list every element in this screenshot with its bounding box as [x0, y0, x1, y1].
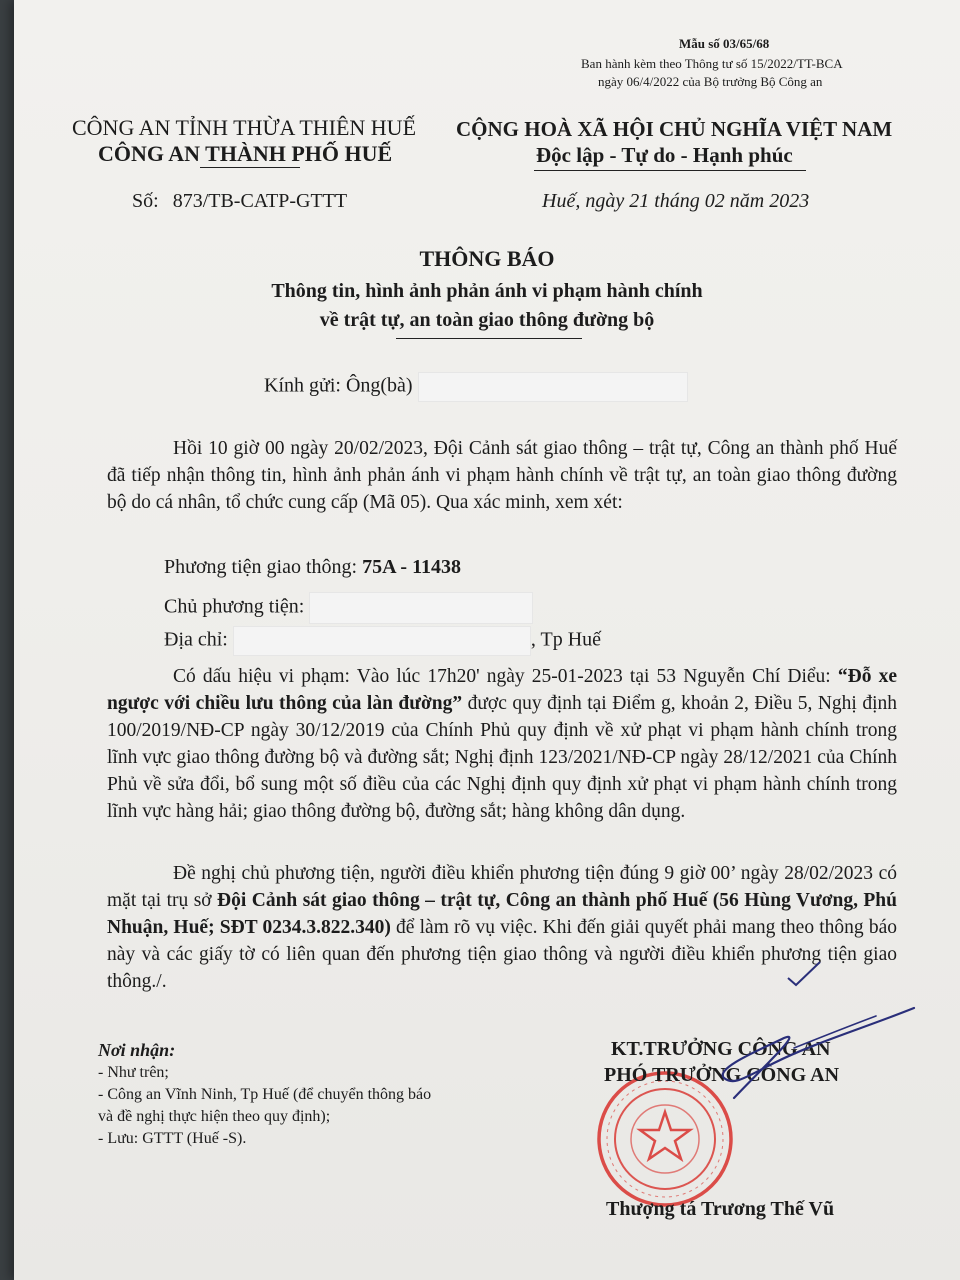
- agency-underline: [200, 167, 300, 168]
- form-issued-line1: Ban hành kèm theo Thông tư số 15/2022/TT-BCA: [581, 56, 843, 71]
- violation-paragraph: [107, 663, 897, 825]
- nation-name: CỘNG HOÀ XÃ HỘI CHỦ NGHĨA VIỆT NAM: [456, 117, 893, 141]
- recipient-line: [264, 372, 688, 402]
- recipient-text: Kính gửi: Ông(bà): [264, 374, 418, 397]
- recipients-title: Nơi nhận:: [98, 1040, 176, 1060]
- vehicle-line: [164, 556, 461, 579]
- redacted-address: [233, 626, 531, 656]
- form-issued-line2: ngày 06/4/2022 của Bộ trưởng Bộ Công an: [598, 74, 823, 89]
- address-label: Địa chỉ:: [164, 628, 233, 651]
- form-number: Mẫu số 03/65/68: [679, 36, 770, 51]
- vehicle-plate: 75A - 11438: [362, 556, 461, 578]
- redacted-owner: [309, 592, 533, 624]
- violation-prefix: Có dấu hiệu vi phạm: Vào lúc 17h20' ngày 25-01-2023 tại 53 Nguyễn Chí Diểu:: [173, 666, 838, 687]
- motto-underline: [534, 170, 806, 171]
- vehicle-label: Phương tiện giao thông:: [164, 556, 363, 578]
- recipient-item: - Công an Vĩnh Ninh, Tp Huế (để chuyển thông báo: [98, 1086, 432, 1103]
- document-number-label: Số:: [132, 190, 159, 212]
- document-page: [14, 0, 960, 1280]
- signature-title-2: PHÓ TRƯỞNG CÔNG AN: [604, 1064, 840, 1086]
- title-underline: [396, 338, 582, 339]
- national-motto: Độc lập - Tự do - Hạnh phúc: [536, 143, 793, 167]
- recipient-item: - Như trên;: [98, 1064, 169, 1081]
- violation-description: “Đỗ xe ngược với chiều lưu thông của làn đường”: [107, 666, 897, 714]
- agency-parent: CÔNG AN TỈNH THỪA THIÊN HUẾ: [72, 115, 417, 140]
- address-line: [164, 626, 601, 656]
- document-subtitle-2: về trật tự, an toàn giao thông đường bộ: [319, 309, 655, 331]
- recipient-item: và đề nghị thực hiện theo quy định);: [98, 1108, 331, 1125]
- recipient-item: - Lưu: GTTT (Huế -S).: [98, 1130, 247, 1147]
- redacted-name: [418, 372, 688, 402]
- owner-label: Chủ phương tiện:: [164, 595, 310, 618]
- document-number-value: 873/TB-CATP-GTTT: [172, 190, 348, 212]
- document-number: [132, 190, 347, 213]
- request-location: Đội Cảnh sát giao thông – trật tự, Công an thành phố Huế (56 Hùng Vương, Phú Nhuận, Huế; SĐT 0234.3.822.340): [107, 890, 898, 938]
- signer-name: Thượng tá Trương Thế Vũ: [606, 1198, 835, 1220]
- document-subtitle-1: Thông tin, hình ảnh phản ánh vi phạm hành chính: [271, 280, 703, 302]
- address-suffix: , Tp Huế: [530, 628, 602, 651]
- place-date: Huế, ngày 21 tháng 02 năm 2023: [542, 190, 810, 212]
- violation-legal-basis: được quy định tại Điểm g, khoản 2, Điều 5, Nghị định 100/2019/NĐ-CP ngày 30/12/2019 của Chính Phủ quy định về xử phạt vi phạm hành chính trong lĩnh vực giao thông đường bộ và đường sắt; Nghị định 123/2021/NĐ-CP ngày 28/12/2021 của Chính Phủ về sửa đổi, bổ sung một số điều của các Nghị định quy định xử phạt vi phạm hành chính trong lĩnh vực hàng hải; giao thông đường bộ, đường sắt; hàng không dân dụng.: [107, 693, 898, 822]
- request-rest: để làm rõ vụ việc. Khi đến giải quyết phải mang theo thông báo này và các giấy tờ có liên quan đến phương tiện giao thông và người điều khiển phương tiện giao thông./.: [107, 917, 897, 992]
- signature-title-1: KT.TRƯỞNG CÔNG AN: [611, 1038, 831, 1060]
- handwritten-signature-icon: [614, 968, 934, 1118]
- intro-paragraph: Hồi 10 giờ 00 ngày 20/02/2023, Đội Cảnh sát giao thông – trật tự, Công an thành phố Huế đã tiếp nhận thông tin, hình ảnh phản ánh vi phạm hành chính về trật tự, an toàn giao thông đường bộ do cá nhân, tổ chức cung cấp (Mã 05). Qua xác minh, xem xét:: [107, 438, 897, 513]
- document-title: THÔNG BÁO: [419, 246, 555, 271]
- agency-name: CÔNG AN THÀNH PHỐ HUẾ: [98, 141, 393, 166]
- request-prefix: Đề nghị chủ phương tiện, người điều khiển phương tiện đúng 9 giờ 00’ ngày 28/02/2023 có mặt tại trụ sở: [107, 863, 897, 911]
- owner-line: [164, 592, 533, 624]
